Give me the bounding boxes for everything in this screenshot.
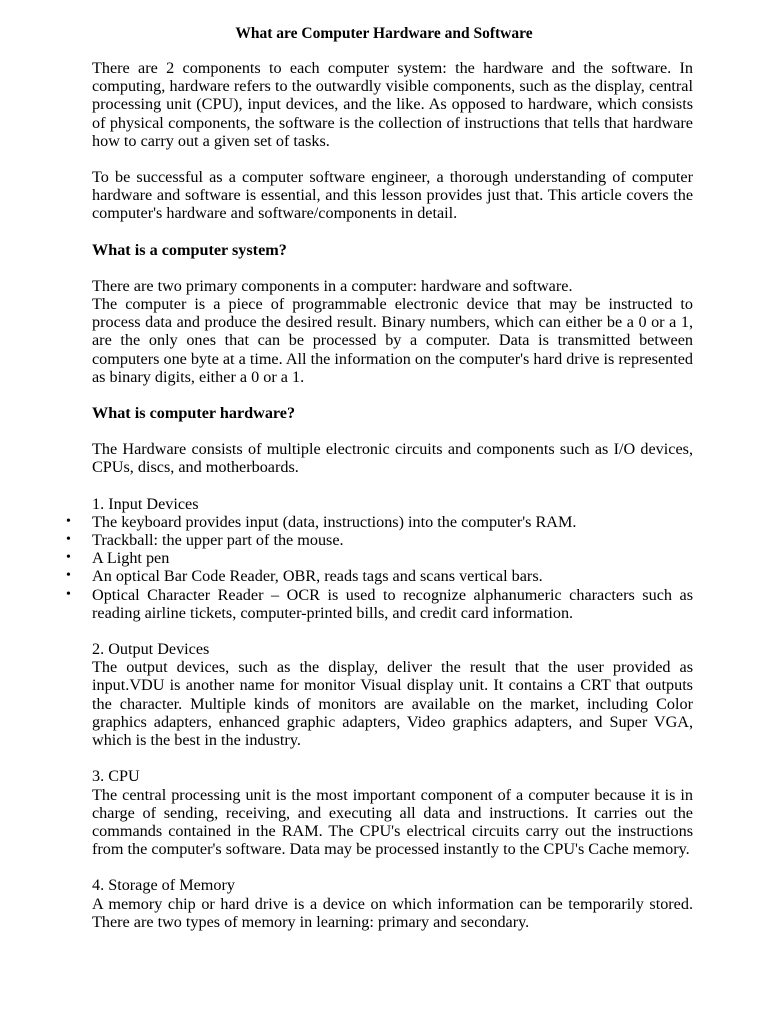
computer-system-paragraph: The computer is a piece of programmable electronic device that may be instructed to process data and produce the desired result. Binary numbers, which can either be a 0 or a 1, are the only ones that can be processed by a computer. Data is transmitted between computers one byte at a time. All the information on the computer's hard drive is represented as binary digits, either a 0 or a 1. xyxy=(92,295,693,386)
input-devices-title: 1. Input Devices xyxy=(92,494,199,513)
list-item: • An optical Bar Code Reader, OBR, reads tags and scans vertical bars. xyxy=(92,567,693,585)
input-devices-list xyxy=(92,513,693,622)
document-title: What are Computer Hardware and Software xyxy=(235,25,533,42)
output-devices-title: 2. Output Devices xyxy=(92,640,210,659)
intro-paragraph-1: There are 2 components to each computer system: the hardware and the software. In computing, hardware refers to the outwardly visible components, such as the display, central processing unit (CPU), input devices, and the like. As opposed to hardware, which consists of physical components, the software is the collection of instructions that tells that hardware how to carry out a given set of tasks. xyxy=(92,59,693,150)
section-heading-computer-hardware: What is computer hardware? xyxy=(92,404,296,423)
storage-title: 4. Storage of Memory xyxy=(92,876,235,895)
output-devices-paragraph: The output devices, such as the display, deliver the result that the user provided as input.VDU is another name for monitor Visual display unit. It contains a CRT that outputs the character. Multiple kinds of monitors are available on the market, including Color graphics adapters, enhanced graphic adapters, Video graphics adapters, and Super VGA, which is the best in the industry. xyxy=(92,658,693,750)
list-item: • Optical Character Reader – OCR is used to recognize alphanumeric characters such as reading airline tickets, computer-printed bills, and credit card information. xyxy=(92,586,693,622)
storage-paragraph: A memory chip or hard drive is a device on which information can be temporarily stored. There are two types of memory in learning: primary and secondary. xyxy=(92,894,693,931)
cpu-title: 3. CPU xyxy=(92,767,140,786)
hardware-paragraph: The Hardware consists of multiple electronic circuits and components such as I/O devices, CPUs, discs, and motherboards. xyxy=(92,440,693,477)
computer-system-line: There are two primary components in a computer: hardware and software. xyxy=(92,276,573,295)
list-item: • Trackball: the upper part of the mouse. xyxy=(92,531,693,549)
section-heading-computer-system: What is a computer system? xyxy=(92,240,287,259)
cpu-paragraph: The central processing unit is the most important component of a computer because it is in charge of sending, receiving, and executing all data and instructions. It carries out the commands contained in the RAM. The CPU's electrical circuits carry out the instructions from the computer's software. Data may be processed instantly to the CPU's Cache memory. xyxy=(92,785,693,859)
intro-paragraph-2: To be successful as a computer software engineer, a thorough understanding of computer hardware and software is essential, and this lesson provides just that. This article covers the computer's hardware and software/components in detail. xyxy=(92,168,693,223)
list-item: • The keyboard provides input (data, instructions) into the computer's RAM. xyxy=(92,513,693,531)
list-item: • A Light pen xyxy=(92,549,693,567)
